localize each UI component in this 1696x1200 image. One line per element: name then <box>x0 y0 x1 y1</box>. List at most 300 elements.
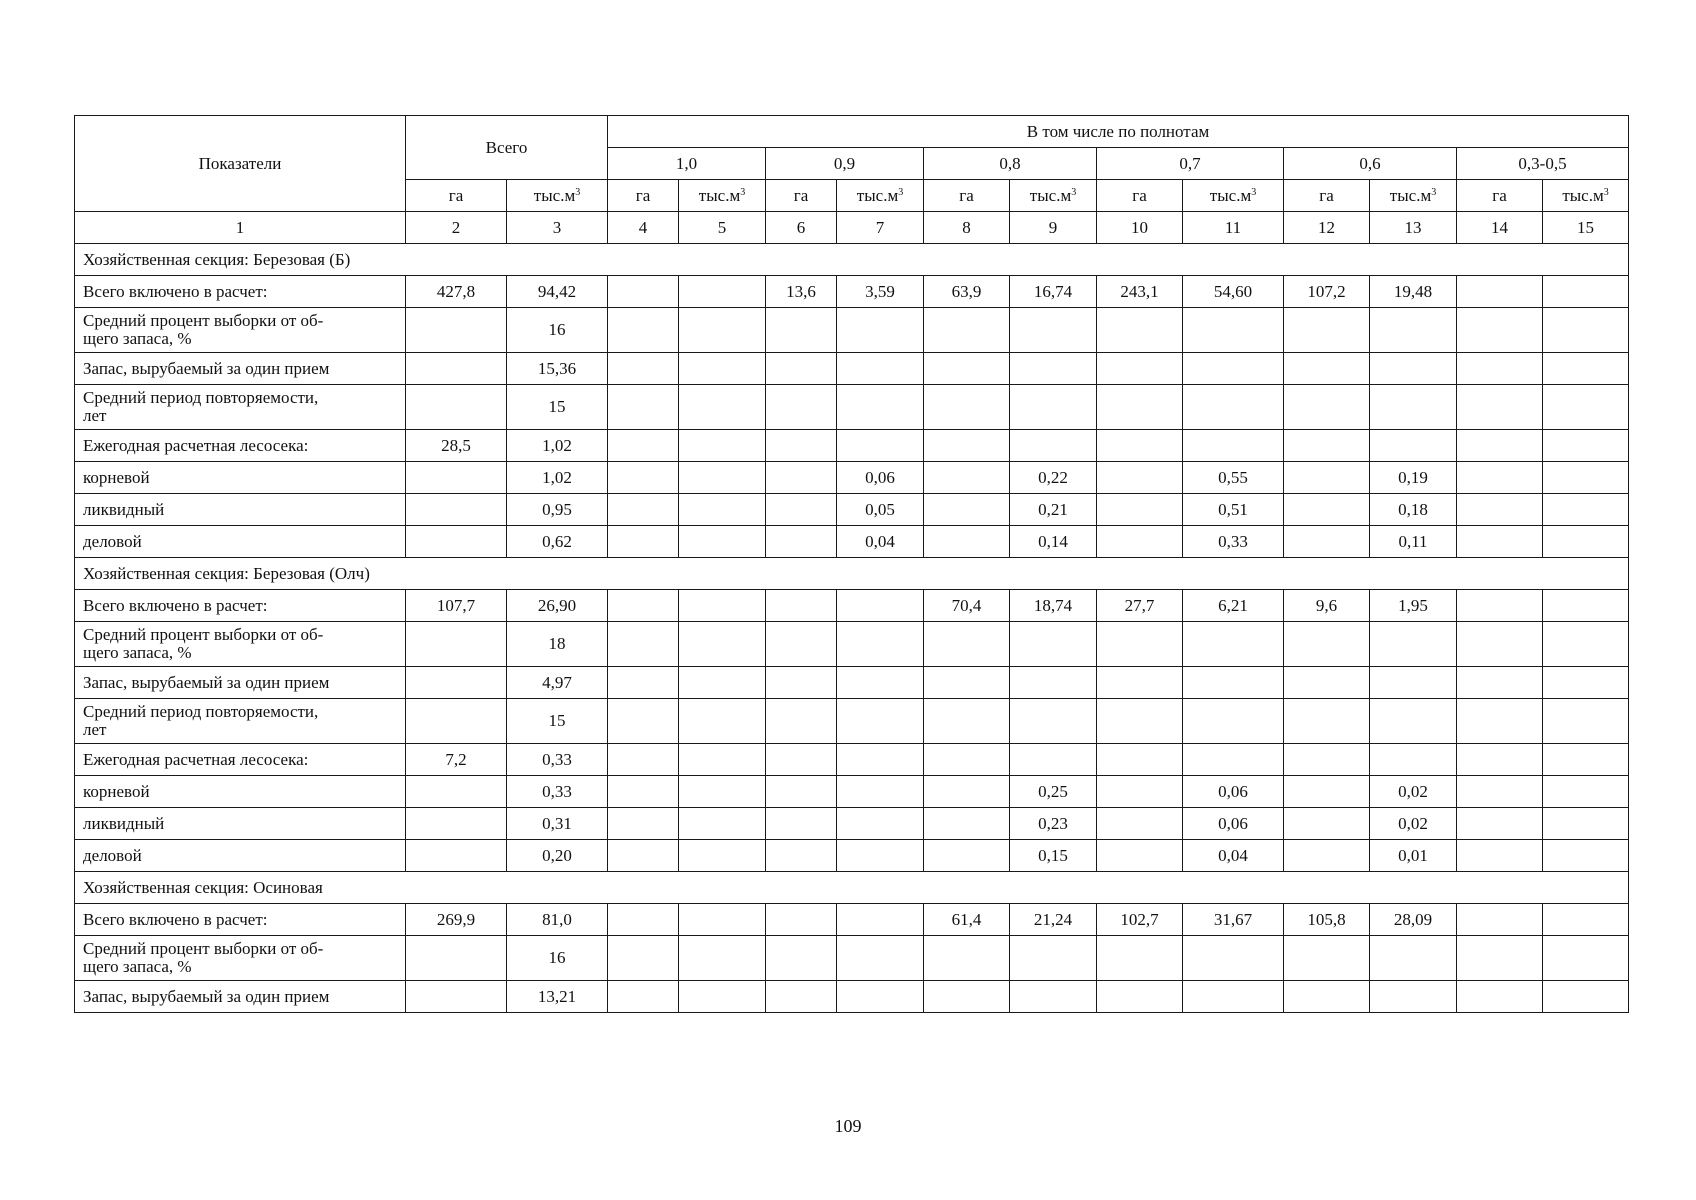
unit-ha-label: га <box>1492 185 1507 205</box>
row-label <box>75 699 406 744</box>
row-label-line: Ежегодная расчетная лесосека: <box>83 435 309 455</box>
table-row <box>75 667 1629 699</box>
table-cell <box>608 308 679 353</box>
table-row <box>75 276 1629 308</box>
unit-volume-exponent: 3 <box>1071 186 1077 198</box>
unit-ha-label: га <box>959 185 974 205</box>
table-cell <box>679 385 766 430</box>
unit-volume <box>507 180 608 212</box>
table-cell <box>608 744 679 776</box>
table-cell <box>1543 590 1629 622</box>
table-cell: 0,33 <box>507 776 608 808</box>
table-cell <box>608 276 679 308</box>
table-cell <box>924 981 1010 1013</box>
page-number: 109 <box>834 1116 862 1136</box>
table-cell: 26,90 <box>507 590 608 622</box>
table-cell <box>837 808 924 840</box>
column-number: 13 <box>1370 212 1457 244</box>
row-label <box>75 308 406 353</box>
table-cell <box>1183 744 1284 776</box>
table-cell <box>406 936 507 981</box>
table-cell: 31,67 <box>1183 904 1284 936</box>
table-cell <box>766 494 837 526</box>
table-cell <box>679 699 766 744</box>
row-label <box>75 494 406 526</box>
row-label-line: Запас, вырубаемый за один прием <box>83 672 330 692</box>
table-cell <box>406 308 507 353</box>
table-cell <box>406 622 507 667</box>
table-cell: 15 <box>507 699 608 744</box>
table-row <box>75 462 1629 494</box>
table-cell <box>1183 667 1284 699</box>
table-cell <box>1370 744 1457 776</box>
table-cell <box>924 808 1010 840</box>
table-cell <box>1183 308 1284 353</box>
table-cell: 0,15 <box>1010 840 1097 872</box>
column-number: 5 <box>679 212 766 244</box>
unit-volume <box>1183 180 1284 212</box>
table-row <box>75 526 1629 558</box>
column-number: 1 <box>75 212 406 244</box>
section-row <box>75 872 1629 904</box>
table-cell: 0,31 <box>507 808 608 840</box>
table-cell <box>608 462 679 494</box>
table-cell: 4,97 <box>507 667 608 699</box>
table-cell <box>1543 494 1629 526</box>
unit-ha <box>1097 180 1183 212</box>
row-label <box>75 840 406 872</box>
table-cell <box>1370 622 1457 667</box>
table-cell: 427,8 <box>406 276 507 308</box>
table-row <box>75 904 1629 936</box>
table-cell <box>1183 699 1284 744</box>
header-total: Всего <box>406 116 608 180</box>
table-cell: 0,02 <box>1370 808 1457 840</box>
table-cell <box>1284 462 1370 494</box>
table-cell <box>1284 308 1370 353</box>
row-label <box>75 667 406 699</box>
table-cell <box>1284 981 1370 1013</box>
unit-volume-label: тыс.м <box>1209 185 1252 205</box>
row-label <box>75 622 406 667</box>
table-cell <box>1457 776 1543 808</box>
table-cell <box>1183 385 1284 430</box>
table-cell <box>1010 353 1097 385</box>
table-cell <box>679 776 766 808</box>
table-cell <box>608 981 679 1013</box>
table-row <box>75 353 1629 385</box>
unit-volume-exponent: 3 <box>1603 186 1609 198</box>
table-cell <box>679 526 766 558</box>
table-cell <box>1097 808 1183 840</box>
unit-ha-label: га <box>1132 185 1147 205</box>
table-row <box>75 699 1629 744</box>
row-label-line: лет <box>83 406 107 425</box>
table-cell <box>837 385 924 430</box>
row-label-line: Средний период повторяемости, <box>83 702 319 721</box>
unit-volume <box>1370 180 1457 212</box>
header-density-group: 0,3-0,5 <box>1457 148 1629 180</box>
row-label-line: Средний период повторяемости, <box>83 388 319 407</box>
row-label-line: ликвидный <box>83 499 165 519</box>
table-row <box>75 430 1629 462</box>
table-cell <box>1183 622 1284 667</box>
row-label-line: Средний процент выборки от об- <box>83 939 324 958</box>
row-label <box>75 462 406 494</box>
table-cell <box>406 776 507 808</box>
table-cell <box>924 353 1010 385</box>
table-cell <box>1284 667 1370 699</box>
table-cell <box>608 699 679 744</box>
column-number: 3 <box>507 212 608 244</box>
table-cell <box>406 353 507 385</box>
unit-volume-exponent: 3 <box>898 186 904 198</box>
table-cell <box>679 744 766 776</box>
unit-volume-label: тыс.м <box>1389 185 1432 205</box>
table-row <box>75 622 1629 667</box>
table-cell: 54,60 <box>1183 276 1284 308</box>
table-cell <box>766 385 837 430</box>
table-cell <box>1010 699 1097 744</box>
table-cell <box>837 744 924 776</box>
table-cell <box>679 840 766 872</box>
row-label-line: Ежегодная расчетная лесосека: <box>83 749 309 769</box>
table-row <box>75 981 1629 1013</box>
row-label-line: щего запаса, % <box>83 643 192 662</box>
table-cell: 0,21 <box>1010 494 1097 526</box>
table-cell <box>1010 385 1097 430</box>
unit-ha <box>924 180 1010 212</box>
row-label <box>75 353 406 385</box>
table-row <box>75 308 1629 353</box>
table-row <box>75 808 1629 840</box>
unit-volume-exponent: 3 <box>740 186 746 198</box>
table-cell <box>837 776 924 808</box>
table-cell <box>766 430 837 462</box>
table-cell <box>1183 936 1284 981</box>
table-cell <box>1457 667 1543 699</box>
table-cell <box>1097 840 1183 872</box>
table-cell: 0,51 <box>1183 494 1284 526</box>
table-cell <box>1097 526 1183 558</box>
table-cell: 16 <box>507 308 608 353</box>
table-cell <box>1284 526 1370 558</box>
table-cell: 107,2 <box>1284 276 1370 308</box>
table-cell: 0,06 <box>1183 776 1284 808</box>
table-cell <box>837 590 924 622</box>
table-cell: 21,24 <box>1010 904 1097 936</box>
unit-volume <box>1543 180 1629 212</box>
unit-ha-label: га <box>1319 185 1334 205</box>
table-cell <box>1284 353 1370 385</box>
row-label-line: Средний процент выборки от об- <box>83 311 324 330</box>
table-cell: 28,5 <box>406 430 507 462</box>
row-label-line: Всего включено в расчет: <box>83 595 268 615</box>
table-cell <box>837 622 924 667</box>
table-cell: 15 <box>507 385 608 430</box>
table-cell <box>1457 385 1543 430</box>
table-cell <box>1457 590 1543 622</box>
table-cell: 1,95 <box>1370 590 1457 622</box>
table-cell: 0,06 <box>837 462 924 494</box>
table-cell <box>1457 526 1543 558</box>
table-cell <box>1010 430 1097 462</box>
table-cell <box>679 462 766 494</box>
table-cell <box>1457 744 1543 776</box>
unit-volume-label: тыс.м <box>533 185 576 205</box>
table-cell <box>1097 981 1183 1013</box>
table-cell <box>1010 744 1097 776</box>
table-cell <box>608 494 679 526</box>
row-label-line: ликвидный <box>83 813 165 833</box>
row-label <box>75 385 406 430</box>
table-cell <box>1543 776 1629 808</box>
unit-volume-label: тыс.м <box>1562 185 1604 205</box>
table-cell: 9,6 <box>1284 590 1370 622</box>
table-cell: 16 <box>507 936 608 981</box>
table-row <box>75 744 1629 776</box>
column-number: 14 <box>1457 212 1543 244</box>
table-cell: 27,7 <box>1097 590 1183 622</box>
unit-volume-label: тыс.м <box>856 185 899 205</box>
table-cell: 0,22 <box>1010 462 1097 494</box>
table-cell <box>766 526 837 558</box>
table-cell <box>1457 462 1543 494</box>
table-cell <box>679 904 766 936</box>
row-label-line: деловой <box>83 845 142 865</box>
table-cell <box>1543 904 1629 936</box>
table-cell <box>1543 808 1629 840</box>
table-cell <box>1097 494 1183 526</box>
table-cell: 0,19 <box>1370 462 1457 494</box>
table-cell <box>679 936 766 981</box>
table-cell <box>1543 462 1629 494</box>
table-cell <box>608 353 679 385</box>
table-cell <box>1010 308 1097 353</box>
table-cell <box>406 526 507 558</box>
table-cell <box>837 699 924 744</box>
table-cell: 63,9 <box>924 276 1010 308</box>
table-cell <box>837 667 924 699</box>
table-cell <box>1370 699 1457 744</box>
unit-volume <box>679 180 766 212</box>
table-cell <box>406 808 507 840</box>
table-cell <box>1370 308 1457 353</box>
table-cell <box>679 276 766 308</box>
table-cell: 61,4 <box>924 904 1010 936</box>
forest-calculation-table <box>74 115 1629 1013</box>
table-row <box>75 936 1629 981</box>
table-cell <box>1284 744 1370 776</box>
table-cell: 7,2 <box>406 744 507 776</box>
column-number: 9 <box>1010 212 1097 244</box>
table-cell <box>1183 981 1284 1013</box>
table-cell: 243,1 <box>1097 276 1183 308</box>
table-cell <box>766 936 837 981</box>
table-cell <box>1284 840 1370 872</box>
table-cell: 1,02 <box>507 430 608 462</box>
table-cell <box>1543 526 1629 558</box>
table-cell <box>924 385 1010 430</box>
header-density-group: 1,0 <box>608 148 766 180</box>
table-cell <box>1543 308 1629 353</box>
row-label <box>75 590 406 622</box>
table-cell <box>766 622 837 667</box>
table-cell <box>837 840 924 872</box>
table-cell: 0,14 <box>1010 526 1097 558</box>
table-cell <box>766 308 837 353</box>
table-cell <box>1457 808 1543 840</box>
table-cell <box>679 308 766 353</box>
table-cell: 0,01 <box>1370 840 1457 872</box>
table-cell: 0,33 <box>1183 526 1284 558</box>
table-cell: 0,62 <box>507 526 608 558</box>
unit-volume-exponent: 3 <box>575 186 581 198</box>
table-cell <box>924 744 1010 776</box>
table-cell <box>924 936 1010 981</box>
table-cell <box>1183 353 1284 385</box>
table-cell <box>837 936 924 981</box>
unit-volume-exponent: 3 <box>1431 186 1437 198</box>
table-cell <box>406 981 507 1013</box>
table-cell <box>1284 699 1370 744</box>
table-cell <box>1457 981 1543 1013</box>
table-cell <box>406 462 507 494</box>
table-cell <box>1284 385 1370 430</box>
table-cell: 0,25 <box>1010 776 1097 808</box>
table-cell <box>1010 936 1097 981</box>
table-cell: 18,74 <box>1010 590 1097 622</box>
table-cell <box>1010 667 1097 699</box>
header-density-group: 0,7 <box>1097 148 1284 180</box>
table-cell: 81,0 <box>507 904 608 936</box>
table-cell <box>1284 776 1370 808</box>
table-cell: 28,09 <box>1370 904 1457 936</box>
column-number: 2 <box>406 212 507 244</box>
table-cell <box>608 808 679 840</box>
table-cell <box>766 981 837 1013</box>
table-cell <box>1097 699 1183 744</box>
table-row <box>75 494 1629 526</box>
table-cell: 94,42 <box>507 276 608 308</box>
table-cell <box>1543 353 1629 385</box>
section-row <box>75 244 1629 276</box>
table-cell <box>1543 699 1629 744</box>
row-label <box>75 981 406 1013</box>
table-cell <box>608 904 679 936</box>
column-number: 12 <box>1284 212 1370 244</box>
table-cell <box>1370 667 1457 699</box>
table-cell <box>766 699 837 744</box>
table-cell <box>1284 494 1370 526</box>
row-label-line: корневой <box>83 467 150 487</box>
column-number: 11 <box>1183 212 1284 244</box>
table-cell <box>924 776 1010 808</box>
unit-volume-label: тыс.м <box>1029 185 1072 205</box>
table-cell <box>1284 936 1370 981</box>
table-cell: 0,95 <box>507 494 608 526</box>
column-number: 7 <box>837 212 924 244</box>
table-cell <box>1097 622 1183 667</box>
unit-volume <box>837 180 924 212</box>
table-cell <box>1183 430 1284 462</box>
unit-ha-label: га <box>635 185 651 205</box>
table-cell <box>608 936 679 981</box>
table-cell <box>837 353 924 385</box>
table-cell <box>924 308 1010 353</box>
table-cell <box>1543 667 1629 699</box>
table-cell <box>837 981 924 1013</box>
table-cell <box>679 353 766 385</box>
table-cell: 0,55 <box>1183 462 1284 494</box>
table-cell <box>766 462 837 494</box>
row-label-line: Запас, вырубаемый за один прием <box>83 358 330 378</box>
table-cell: 0,04 <box>1183 840 1284 872</box>
table-cell <box>679 667 766 699</box>
table-cell <box>608 840 679 872</box>
table-cell <box>406 699 507 744</box>
table-row <box>75 385 1629 430</box>
table-cell <box>406 385 507 430</box>
table-cell <box>837 308 924 353</box>
table-cell <box>608 667 679 699</box>
table-cell <box>1097 385 1183 430</box>
row-label-line: корневой <box>83 781 150 801</box>
table-cell: 3,59 <box>837 276 924 308</box>
unit-ha <box>608 180 679 212</box>
header-density-group: 0,6 <box>1284 148 1457 180</box>
table-cell <box>608 526 679 558</box>
table-cell: 15,36 <box>507 353 608 385</box>
table-cell <box>1370 353 1457 385</box>
table-cell <box>1097 430 1183 462</box>
table-cell <box>766 353 837 385</box>
table-row <box>75 776 1629 808</box>
table-cell <box>1457 430 1543 462</box>
table-cell <box>1097 776 1183 808</box>
row-label-line: щего запаса, % <box>83 957 192 976</box>
table-cell <box>1284 622 1370 667</box>
table-cell <box>679 808 766 840</box>
table-cell <box>766 776 837 808</box>
header-density-group: 0,9 <box>766 148 924 180</box>
table-cell <box>1543 622 1629 667</box>
table-cell <box>1543 936 1629 981</box>
table-row <box>75 590 1629 622</box>
table-cell: 13,6 <box>766 276 837 308</box>
row-label-line: щего запаса, % <box>83 329 192 348</box>
table-cell <box>406 667 507 699</box>
section-title: Хозяйственная секция: Березовая (Б) <box>75 244 1629 276</box>
table-cell: 0,20 <box>507 840 608 872</box>
section-title: Хозяйственная секция: Осиновая <box>75 872 1629 904</box>
table-cell <box>1284 808 1370 840</box>
table-cell <box>924 622 1010 667</box>
table-cell <box>679 590 766 622</box>
table-cell <box>766 590 837 622</box>
table-cell <box>924 699 1010 744</box>
table-cell <box>766 904 837 936</box>
table-cell <box>406 494 507 526</box>
table-cell: 102,7 <box>1097 904 1183 936</box>
unit-ha-label: га <box>448 185 464 205</box>
table-cell: 18 <box>507 622 608 667</box>
table-cell <box>679 622 766 667</box>
table-cell <box>1457 308 1543 353</box>
table-cell: 0,06 <box>1183 808 1284 840</box>
table-cell <box>1543 840 1629 872</box>
table-cell <box>1370 981 1457 1013</box>
